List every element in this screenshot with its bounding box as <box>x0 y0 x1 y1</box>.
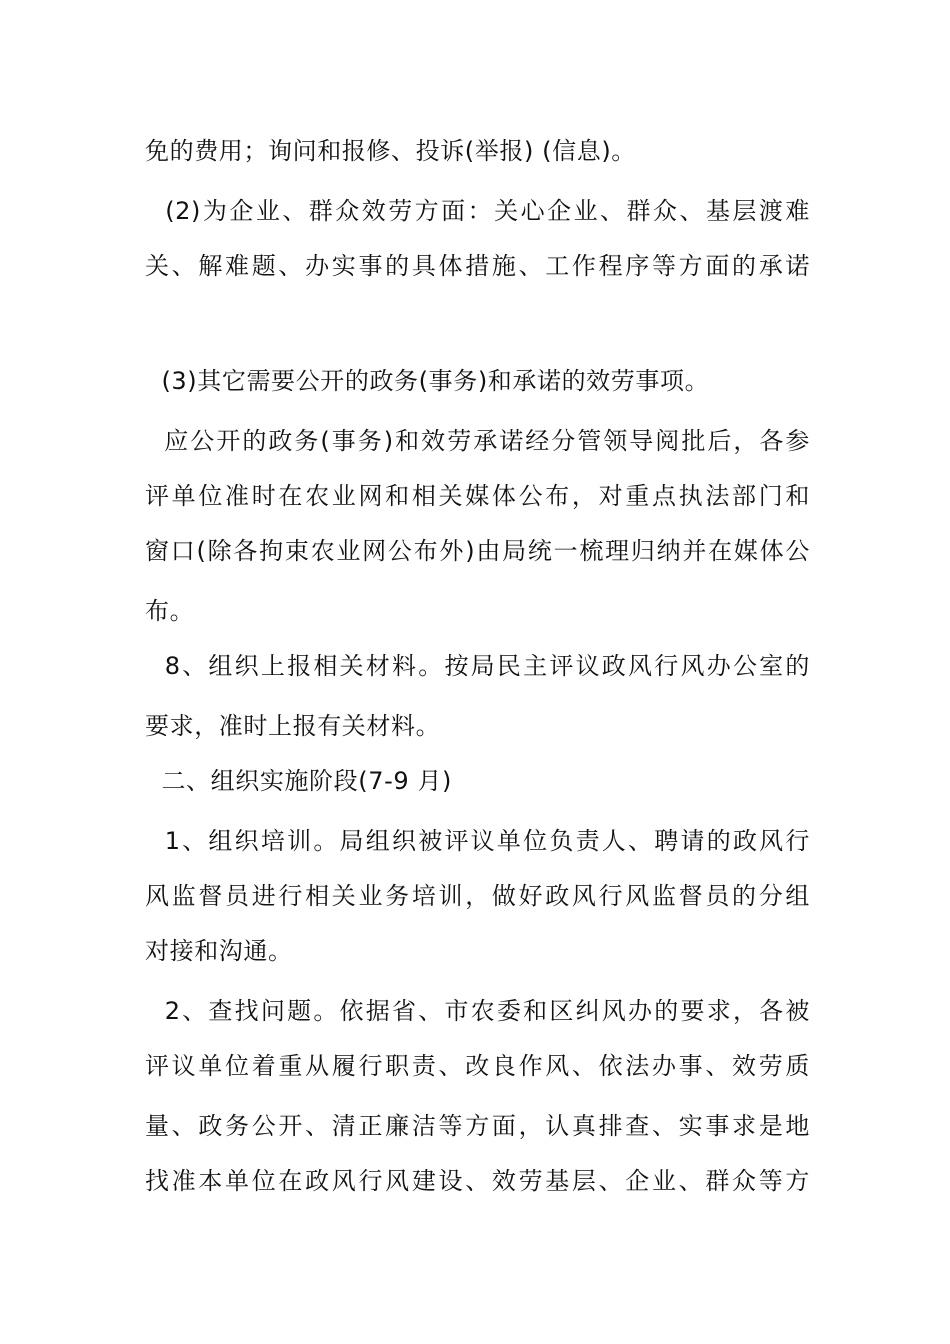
text-line-16: 评议单位着重从履行职责、改良作风、依法办事、效劳质 <box>145 1052 810 1080</box>
text-line-3: 关、解难题、办实事的具体措施、工作程序等方面的承诺 <box>145 252 810 280</box>
text-line-17: 量、政务公开、清正廉洁等方面，认真排查、实事求是地 <box>145 1112 810 1140</box>
text-line-2: (2)为企业、群众效劳方面：关心企业、群众、基层渡难 <box>145 197 810 225</box>
text-line-5: 应公开的政务(事务)和效劳承诺经分管领导阅批后，各参 <box>145 427 810 455</box>
text-line-10: 要求，准时上报有关材料。 <box>145 712 441 740</box>
text-line-13: 风监督员进行相关业务培训，做好政风行风监督员的分组 <box>145 882 810 910</box>
text-line-18: 找准本单位在政风行风建设、效劳基层、企业、群众等方 <box>145 1167 810 1195</box>
text-line-4: (3)其它需要公开的政务(事务)和承诺的效劳事项。 <box>145 367 710 395</box>
text-line-8: 布。 <box>145 597 195 625</box>
text-line-6: 评单位准时在农业网和相关媒体公布，对重点执法部门和 <box>145 482 810 510</box>
text-line-9: 8、组织上报相关材料。按局民主评议政风行风办公室的 <box>145 652 810 680</box>
text-line-15: 2、查找问题。依据省、市农委和区纠风办的要求，各被 <box>145 997 810 1025</box>
text-line-1: 免的费用；询问和报修、投诉(举报) (信息)。 <box>145 137 636 165</box>
text-line-12: 1、组织培训。局组织被评议单位负责人、聘请的政风行 <box>145 827 810 855</box>
text-line-7: 窗口(除各拘束农业网公布外)由局统一梳理归纳并在媒体公 <box>145 537 810 565</box>
section-heading: 二、组织实施阶段(7-9 月) <box>145 767 453 795</box>
text-line-14: 对接和沟通。 <box>145 937 293 965</box>
